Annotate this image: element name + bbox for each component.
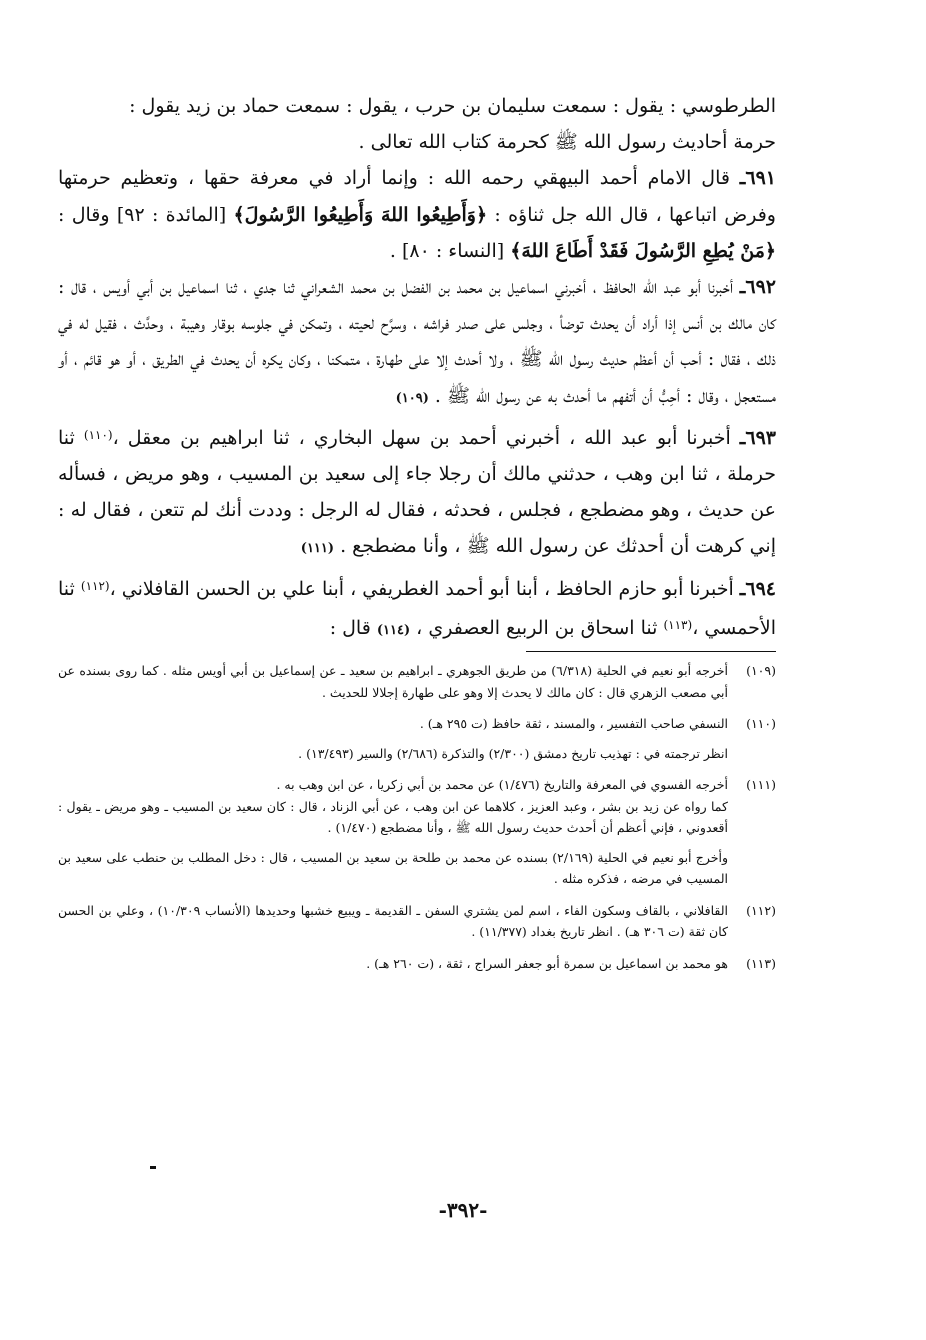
footnote-number: (١٠٩)	[746, 663, 776, 679]
hadith-number: ٦٩٣ـ	[739, 426, 776, 449]
footnote-text: كما رواه عن زيد بن بشر ، وعبد العزيز ، كلاهما عن ابن وهب ، عن أبي الزناد ، قال : كان سعيد بن المسيب ـ وهو مريض ـ يقول : أقعدوني ، فإني أعظم أن أحدث حديث رسول الله ﷺ ، وأنا مضطجع (١/٤٧٠) .	[58, 798, 728, 836]
footnote-number: (١١٠)	[746, 716, 776, 732]
paragraph-text: ثنا حرملة ، ثنا ابن وهب ، حدثني مالك أن رجلا جاء إلى سعيد بن المسيب ، وهو مريض ، فسأله عن حديث ، وهو مضطجع ، فجلس ، فحدثه ، فقال له الرجل : وددت أنك لم تتعن ، فقال له : إني كرهت أن أحدثك عن رسول الله ﷺ ، وأنا مضطجع .	[58, 426, 776, 558]
footnote-divider	[526, 651, 776, 652]
verse-reference: [المائدة : ٩٢] وقال :	[58, 203, 234, 226]
paragraph-text: ثنا الأحمسي ،	[58, 577, 776, 639]
text-line: حرمة أحاديث رسول الله ﷺ كحرمة كتاب الله تعالى .	[358, 131, 776, 154]
paragraph-text: أخبرنا أبو حازم الحافظ ، أبنا أبو أحمد الغطريفي ، أبنا علي بن الحسن القافلاني ،	[109, 577, 740, 600]
quran-verse: ﴿مَنْ يُطِعِ الرَّسُولَ فَقَدْ أَطَاعَ اللهَ﴾	[510, 239, 776, 262]
footnote-112	[58, 900, 776, 943]
paragraph-text: أخبرنا أبو عبد الله ، أخبرني أحمد بن سهل البخاري ، ثنا ابراهيم بن معقل ،	[112, 426, 740, 449]
scan-mark	[150, 1166, 156, 1169]
footnote-text: القافلاني ، بالقاف وسكون الفاء ، اسم لمن يشتري السفن ـ القديمة ـ ويبيع خشبها وحديدها (الأنساب ١٠/٣٠٩) ، وعلي بن الحسن كان ثقة (ت ٣٠٦ هـ) . انظر تاريخ بغداد (١١/٣٧٧) .	[58, 902, 729, 940]
footnote-text: النسفي صاحب التفسير ، والمسند ، ثقة حافظ (ت ٢٩٥ هـ) .	[419, 716, 728, 732]
paragraph-693	[58, 417, 776, 568]
footnote-reference: (١١٠)	[83, 427, 113, 442]
footnote-text: انظر ترجمته في : تهذيب تاريخ دمشق (٢/٣٠٠) والتذكرة (٢/٦٨٦) والسير (١٣/٤٩٣) .	[298, 745, 728, 761]
footnote-109	[58, 660, 776, 703]
footnote-113	[58, 953, 776, 975]
paragraph-692	[58, 269, 776, 417]
footnote-reference: (١١٣)	[663, 617, 693, 632]
footnote-text: أخرجه الفسوي في المعرفة والتاريخ (١/٤٧٦) عن محمد بن أبي زكريا ، عن ابن وهب به .	[276, 777, 728, 793]
paragraph-694	[58, 568, 776, 649]
paragraph-691	[58, 160, 776, 269]
footnote-111	[58, 774, 776, 890]
footnote-reference: (١٠٩)	[395, 390, 429, 406]
footnote-110	[58, 713, 776, 764]
hadith-number: ٦٩١ـ	[739, 167, 776, 190]
verse-reference: [النساء : ٨٠] .	[389, 239, 511, 262]
footnote-number: (١١١)	[746, 777, 776, 793]
footnote-text: هو محمد بن اسماعيل بن سمرة أبو جعفر السراج ، ثقة ، (ت ٢٦٠ هـ) .	[366, 955, 728, 971]
footnote-number: (١١٢)	[746, 902, 776, 918]
quran-verse: ﴿وَأَطِيعُوا اللهَ وَأَطِيعُوا الرَّسُولَ﴾	[233, 203, 488, 226]
footnote-reference: (١١١)	[300, 541, 335, 557]
paragraph-text: ثنا اسحاق بن الربيع العصفري ،	[416, 616, 664, 639]
footnote-reference: (١١٤)	[376, 622, 411, 638]
paragraph-text: أخبرنا أبو عبد الله الحافظ ، أخبرني اسماعيل بن محمد بن الفضل بن محمد الشعراني ثنا جدي ، ثنا اسماعيل بن أبي أويس ، قال : كان مالك بن أنس إذا أراد أن يحدث توضأ ، وجلس على صدر فراشه ، وسرَّح لحيته ، وتمكن في جلوسه بوقار وهيبة ، وحدَّث ، فقيل له في ذلك ، فقال : أحب أن أعظم حديث رسول الله ﷺ ، ولا أحدث إلا على طهارة ، متمكنا ، وكان يكره أن يحدث في الطريق ، أو هو قائم ، أو مستعجل ، وقال : أحِبُّ أن أتفهم ما أحدث به عن رسول الله ﷺ .	[58, 276, 776, 407]
main-text	[58, 88, 776, 649]
paragraph-text: قال :	[329, 616, 377, 639]
text-line: الطرطوسي : يقول : سمعت سليمان بن حرب ، يقول : سمعت حماد بن زيد يقول :	[129, 95, 776, 117]
footnote-number: (١١٣)	[746, 955, 776, 971]
footnote-text: وأخرج أبو نعيم في الحلية (٢/١٦٩) بسنده عن محمد بن طلحة بن سعيد بن المسيب ، قال : دخل المطلب بن حنطب على سعيد بن المسيب في مرضه ، فذكره مثله .	[58, 849, 728, 887]
footnote-reference: (١١٢)	[80, 578, 110, 593]
page-number: -٣٩٢-	[438, 1198, 488, 1222]
document-page	[58, 88, 776, 984]
hadith-number: ٦٩٤ـ	[739, 577, 776, 600]
footnotes	[58, 660, 776, 974]
paragraph-text: قال الامام أحمد البيهقي رحمه الله : وإنما أراد في معرفة حقها ، وتعظيم حرمتها وفرض اتباعها ، قال الله جل ثناؤه :	[58, 167, 776, 226]
footnote-text: أخرجه أبو نعيم في الحلية (٦/٣١٨) من طريق الجوهري ـ ابراهيم بن سعيد ـ عن إسماعيل بن أبي أويس مثله . كما روى بسنده عن أبي مصعب الزهري قال : كان مالك لا يحدث إلا وهو على طهارة إجلالا للحديث .	[58, 663, 729, 700]
hadith-number: ٦٩٢ـ	[739, 276, 776, 299]
